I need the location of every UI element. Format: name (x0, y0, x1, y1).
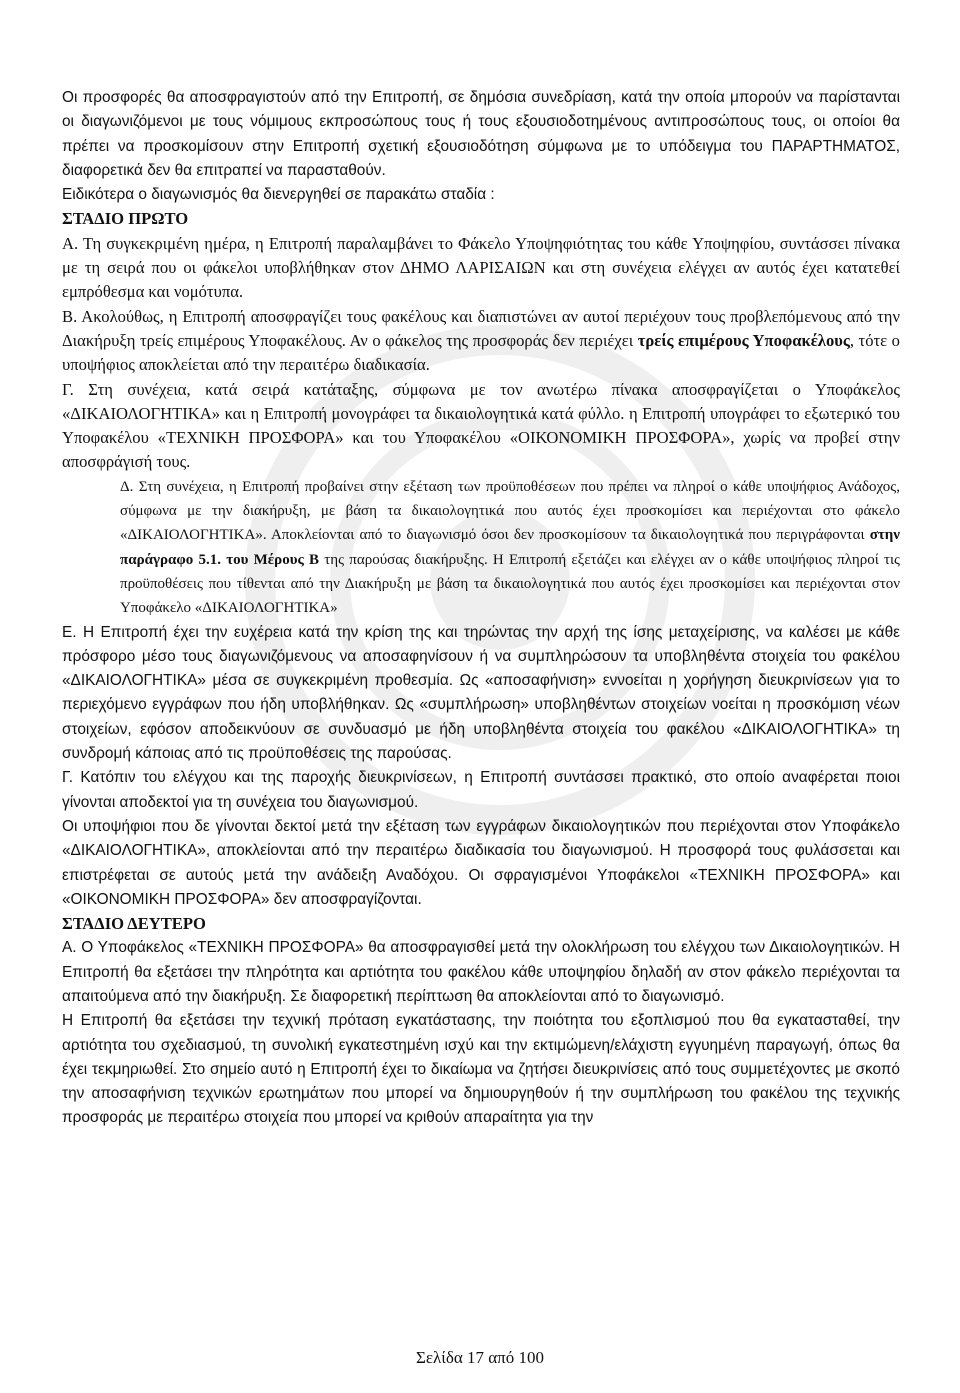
paragraph-stages-intro: Ειδικότερα ο διαγωνισμός θα διενεργηθεί σε παρακάτω σταδία : (62, 186, 495, 204)
paragraph-b-bold: τρείς επιμέρους Υποφακέλους (637, 330, 850, 350)
paragraph-intro: Οι προσφορές θα αποσφραγιστούν από την Επιτροπή, σε δημόσια συνεδρίαση, κατά την οποία μπορούν να παρίστανται οι διαγωνιζόμενοι με τους νόμιμους εκπροσώπους τους ή τους εξουσιοδοτημένους αντιπροσώπους τους, οι οποίοι θα πρέπει να προσκομίσουν στην Επιτροπή σχετική εξουσιοδότηση σύμφωνα με το υπόδειγμα του ΠΑΡΑΡΤΗΜΑΤΟΣ, διαφορετικά δεν θα επιτραπεί να παρασταθούν. (62, 89, 900, 179)
paragraph-d-text-1: Δ. Στη συνέχεια, η Επιτροπή προβαίνει στην εξέταση των προϋποθέσεων που πρέπει να πληροί ο κάθε υποψήφιος Ανάδοχος, σύμφωνα με την διακήρυξη, με βάση τα δικαιολογητικά που αυτός έχει προσκομίσει και περιέχονται στο φάκελο «ΔΙΚΑΙΟΛΟΓΗΤΙΚΑ». Αποκλείονται από το διαγωνισμό όσοι δεν προσκομίσουν τα δικαιολογητικά που περιγράφονται (120, 478, 900, 544)
paragraph-b (62, 305, 900, 378)
paragraph-d-text-2: της παρούσας διακήρυξης. Η Επιτροπή εξετάζει και ελέγχει αν ο κάθε υποψήφιος πληροί τις προϋποθέσεις που τίθενται από την Διακήρυξη με βάση τα δικαιολογητικά που αυτός έχει προσκομίσει και περιέχονται στον Υποφάκελο «ΔΙΚΑΙΟΛΟΓΗΤΙΚΑ» (120, 551, 900, 617)
paragraph-b-text-2: , τότε ο υποψήφιος αποκλείεται από την περαιτέρω διαδικασία. (62, 330, 900, 375)
paragraph-d-bold: στην παράγραφο 5.1. του Μέρους Β (120, 527, 900, 568)
paragraph-rejected: Οι υποψήφιοι που δε γίνονται δεκτοί μετά την εξέταση των εγγράφων δικαιολογητικών που περιέχονται στον Υποφάκελο «ΔΙΚΑΙΟΛΟΓΗΤΙΚΑ», αποκλείονται από την περαιτέρω διαδικασία του διαγωνισμού. Η προσφορά τους φυλάσσεται και επιστρέφεται σε αυτούς μετά την ανάδειξη Αναδόχου. Οι σφραγισμένοι Υποφάκελοι «ΤΕΧΝΙΚΗ ΠΡΟΣΦΟΡΑ» και «ΟΙΚΟΝΟΜΙΚΗ ΠΡΟΣΦΟΡΑ» δεν αποσφραγίζονται. (62, 817, 900, 908)
heading-stage-two: ΣΤΑΔΙΟ ΔΕΥΤΕΡΟ (62, 914, 206, 934)
paragraph-a2: Α. Ο Υποφάκελος «ΤΕΧΝΙΚΗ ΠΡΟΣΦΟΡΑ» θα αποσφραγισθεί μετά την ολοκλήρωση του ελέγχου των Δικαιολογητικών. Η Επιτροπή θα εξετάσει την πληρότητα και αρτιότητα του φακέλου κάθε υποψηφίου δηλαδή αν στον φάκελο περιέχονται τα απαιτούμενα από την διακήρυξη. Σε διαφορετική περίπτωση θα αποκλείονται από το διαγωνισμό. (62, 939, 900, 1005)
paragraph-d (62, 475, 900, 621)
document-body (62, 86, 900, 1131)
paragraph-g2: Γ. Κατόπιν του ελέγχου και της παροχής διευκρινίσεων, η Επιτροπή συντάσσει πρακτικό, στο οποίο αναφέρεται ποιοι γίνονται αποδεκτοί για τη συνέχεια του διαγωνισμού. (62, 769, 900, 811)
paragraph-g: Γ. Στη συνέχεια, κατά σειρά κατάταξης, σύμφωνα με τον ανωτέρω πίνακα αποσφραγίζεται ο Υποφάκελος «ΔΙΚΑΙΟΛΟΓΗΤΙΚΑ» και η Επιτροπή μονογράφει τα δικαιολογητικά κατά φύλλο. η Επιτροπή υπογράφει το εξωτερικό του Υποφακέλου «ΤΕΧΝΙΚΗ ΠΡΟΣΦΟΡΑ» και του Υποφακέλου «ΟΙΚΟΝΟΜΙΚΗ ΠΡΟΣΦΟΡΑ», χωρίς να προβεί στην αποσφράγισή τους. (62, 379, 900, 472)
page-footer: Σελίδα 17 από 100 (415, 1348, 544, 1367)
paragraph-b-text-1: Β. Ακολούθως, η Επιτροπή αποσφραγίζει τους φακέλους και διαπιστώνει αν αυτοί περιέχουν τους προβλεπόμενους από την Διακήρυξη τρείς επιμέρους Υποφακέλους. Αν ο φάκελος της προσφοράς δεν περιέχει (62, 306, 900, 350)
paragraph-a: Α. Τη συγκεκριμένη ημέρα, η Επιτροπή παραλαμβάνει το Φάκελο Υποψηφιότητας του κάθε Υποψηφίου, συντάσσει πίνακα με τη σειρά που οι φάκελοι υποβλήθηκαν στον ΔΗΜΟ ΛΑΡΙΣΑΙΩΝ και στη συνέχεια ελέγχει αν αυτός έχει κατατεθεί εμπρόθεσμα και νομότυπα. (62, 233, 900, 302)
heading-stage-one: ΣΤΑΔΙΟ ΠΡΩΤΟ (62, 209, 189, 229)
paragraph-technical: Η Επιτροπή θα εξετάσει την τεχνική πρόταση εγκατάστασης, την ποιότητα του εξοπλισμού που θα εγκατασταθεί, την αρτιότητα του σχεδιασμού, τη συνολική εγκατεστημένη ισχύ και την εκτιμώμενη/ελάχιστη εγγυημένη παραγωγή, όπως θα έχει τεκμηριωθεί. Στο σημείο αυτό η Επιτροπή έχει το δικαίωμα να ζητήσει διευκρινίσεις από τους συμμετέχοντες με σκοπό την αποσαφήνιση τεχνικών ερωτημάτων που μπορεί να δημιουργηθούν ή την συμπλήρωση του φακέλου της τεχνικής προσφοράς με περαιτέρω στοιχεία που μπορεί να κριθούν απαραίτητα για την (62, 1012, 900, 1127)
paragraph-e: Ε. Η Επιτροπή έχει την ευχέρεια κατά την κρίση της και τηρώντας την αρχή της ίσης μεταχείρισης, να καλέσει με κάθε πρόσφορο μέσο τους διαγωνιζόμενους να αποσαφηνίσουν ή να συμπληρώσουν τα υποβληθέντα στοιχεία του φακέλου «ΔΙΚΑΙΟΛΟΓΗΤΙΚΑ» μέσα σε συγκεκριμένη προθεσμία. Ως «αποσαφήνιση» εννοείται η χορήγηση διευκρινίσεων για το περιεχόμενο εγγράφων που ήδη υποβλήθηκαν. Ως «συμπλήρωση» υποβληθέντων στοιχείων νοείται η προσκόμιση νέων στοιχείων, εφόσον αποδεικνύουν σε συνδυασμό με ήδη υποβληθέντα στοιχεία του φακέλου «ΔΙΚΑΙΟΛΟΓΗΤΙΚΑ» τη συνδρομή κάποιας από τις προϋποθέσεις της παρούσας. (62, 623, 900, 763)
